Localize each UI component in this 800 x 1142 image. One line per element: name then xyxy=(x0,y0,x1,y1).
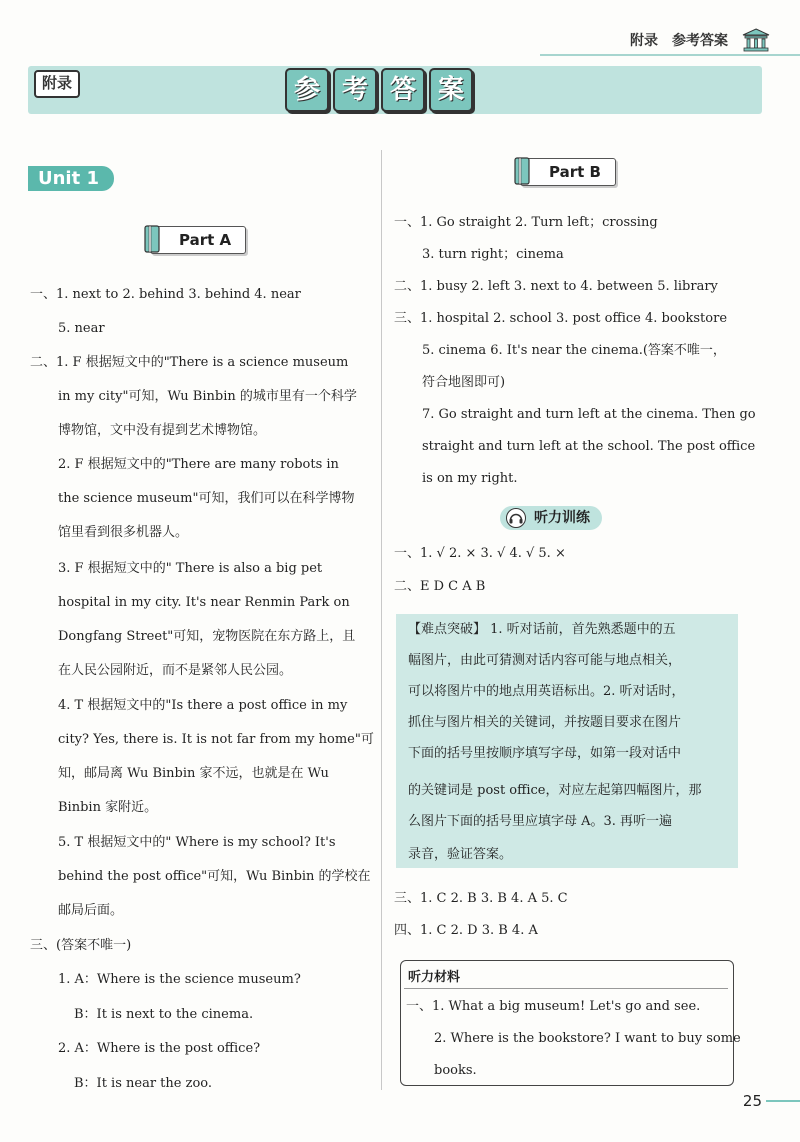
answer-line: 三、1. hospital 2. school 3. post office 4. bookstore xyxy=(394,311,728,326)
answer-line: in my city"可知，Wu Binbin 的城市里有一个科学 xyxy=(58,389,357,404)
header-answers: 参考答案 xyxy=(672,33,728,49)
answer-line: 一、1. √ 2. × 3. √ 4. √ 5. × xyxy=(394,546,566,561)
answer-line: 3. F 根据短文中的" There is also a big pet xyxy=(58,561,323,576)
answer-line: 三、1. C 2. B 3. B 4. A 5. C xyxy=(394,891,568,906)
answer-line: 3. turn right；cinema xyxy=(422,247,564,262)
tip-line: 【难点突破】 1. 听对话前，首先熟悉题中的五 xyxy=(408,622,676,637)
answer-line: 5. cinema 6. It's near the cinema.(答案不唯一， xyxy=(422,343,726,358)
title-char: 考 xyxy=(333,68,377,112)
answer-line: 符合地图即可) xyxy=(422,375,506,390)
title-char: 案 xyxy=(429,68,473,112)
header-rule xyxy=(540,54,800,56)
tip-line: 的关键词是 post office，对应左起第四幅图片，那 xyxy=(408,783,702,798)
unit-badge: Unit 1 xyxy=(28,166,114,191)
answer-line: 5. T 根据短文中的" Where is my school? It's xyxy=(58,835,336,850)
material-rule xyxy=(404,988,728,989)
book-icon xyxy=(513,156,535,186)
headphone-icon xyxy=(506,508,526,528)
tip-line: 抓住与图片相关的关键词，并按题目要求在图片 xyxy=(408,715,682,730)
part-a-label: Part A xyxy=(179,231,232,249)
answer-line: Binbin 家附近。 xyxy=(58,800,158,815)
answer-line: 一、1. Go straight 2. Turn left；crossing xyxy=(394,215,658,230)
material-line: 2. Where is the bookstore? I want to buy some xyxy=(434,1031,741,1046)
answer-line: 二、E D C A B xyxy=(394,579,486,594)
tip-line: 可以将图片中的地点用英语标出。2. 听对话时， xyxy=(408,684,685,699)
answer-line: 1. A：Where is the science museum? xyxy=(58,972,301,987)
title-char: 答 xyxy=(381,68,425,112)
tip-line: 下面的括号里按顺序填写字母，如第一段对话中 xyxy=(408,746,682,761)
answer-line: 三、(答案不唯一) xyxy=(30,938,132,953)
answer-line: 邮局后面。 xyxy=(58,903,124,918)
appendix-label: 附录 xyxy=(34,70,80,98)
material-title: 听力材料 xyxy=(408,970,461,985)
book-icon xyxy=(143,224,165,254)
part-b-label: Part B xyxy=(549,163,601,181)
answer-line: hospital in my city. It's near Renmin Park on xyxy=(58,595,350,610)
part-a-tag xyxy=(150,226,246,254)
answer-line: 7. Go straight and turn left at the cinema. Then go xyxy=(422,407,756,422)
answer-line: 博物馆，文中没有提到艺术博物馆。 xyxy=(58,423,267,438)
answer-line: 馆里看到很多机器人。 xyxy=(58,525,189,540)
answer-line: B：It is next to the cinema. xyxy=(74,1007,254,1022)
running-header xyxy=(630,28,770,52)
building-icon xyxy=(742,28,770,52)
answer-line: behind the post office"可知，Wu Binbin 的学校在 xyxy=(58,869,371,884)
part-b-tag xyxy=(520,158,616,186)
answer-line: 二、1. F 根据短文中的"There is a science museum xyxy=(30,355,349,370)
listening-label: 听力训练 xyxy=(534,510,590,526)
title-char: 参 xyxy=(285,68,329,112)
answer-line: 2. A：Where is the post office? xyxy=(58,1041,261,1056)
listening-tag xyxy=(500,506,602,530)
answer-line: 二、1. busy 2. left 3. next to 4. between 5. library xyxy=(394,279,718,294)
answer-line: city? Yes, there is. It is not far from my home"可 xyxy=(58,732,374,747)
answer-line: 4. T 根据短文中的"Is there a post office in my xyxy=(58,698,348,713)
tip-line: 录音，验证答案。 xyxy=(408,847,513,862)
page-number: 25 xyxy=(742,1092,762,1110)
answer-line: the science museum"可知，我们可以在科学博物 xyxy=(58,491,355,506)
tip-line: 么图片下面的括号里应填字母 A。3. 再听一遍 xyxy=(408,814,673,829)
answer-line: 2. F 根据短文中的"There are many robots in xyxy=(58,457,339,472)
answer-line: straight and turn left at the school. The post office xyxy=(422,439,756,454)
page-number-rule xyxy=(766,1100,800,1102)
answer-line: 一、1. next to 2. behind 3. behind 4. near xyxy=(30,287,301,302)
answer-line: 四、1. C 2. D 3. B 4. A xyxy=(394,923,538,938)
column-divider xyxy=(381,150,382,1090)
answer-line: B：It is near the zoo. xyxy=(74,1076,212,1091)
material-line: 一、1. What a big museum! Let's go and see. xyxy=(406,999,701,1014)
tip-line: 幅图片，由此可猜测对话内容可能与地点相关， xyxy=(408,653,682,668)
answer-line: Dongfang Street"可知，宠物医院在东方路上，且 xyxy=(58,629,356,644)
answer-line: 知，邮局离 Wu Binbin 家不远，也就是在 Wu xyxy=(58,766,329,781)
page-title xyxy=(285,68,473,112)
material-line: books. xyxy=(434,1063,477,1078)
header-appendix: 附录 xyxy=(630,33,658,49)
answer-line: is on my right. xyxy=(422,471,518,486)
answer-line: 5. near xyxy=(58,321,105,336)
answer-line: 在人民公园附近，而不是紧邻人民公园。 xyxy=(58,663,293,678)
